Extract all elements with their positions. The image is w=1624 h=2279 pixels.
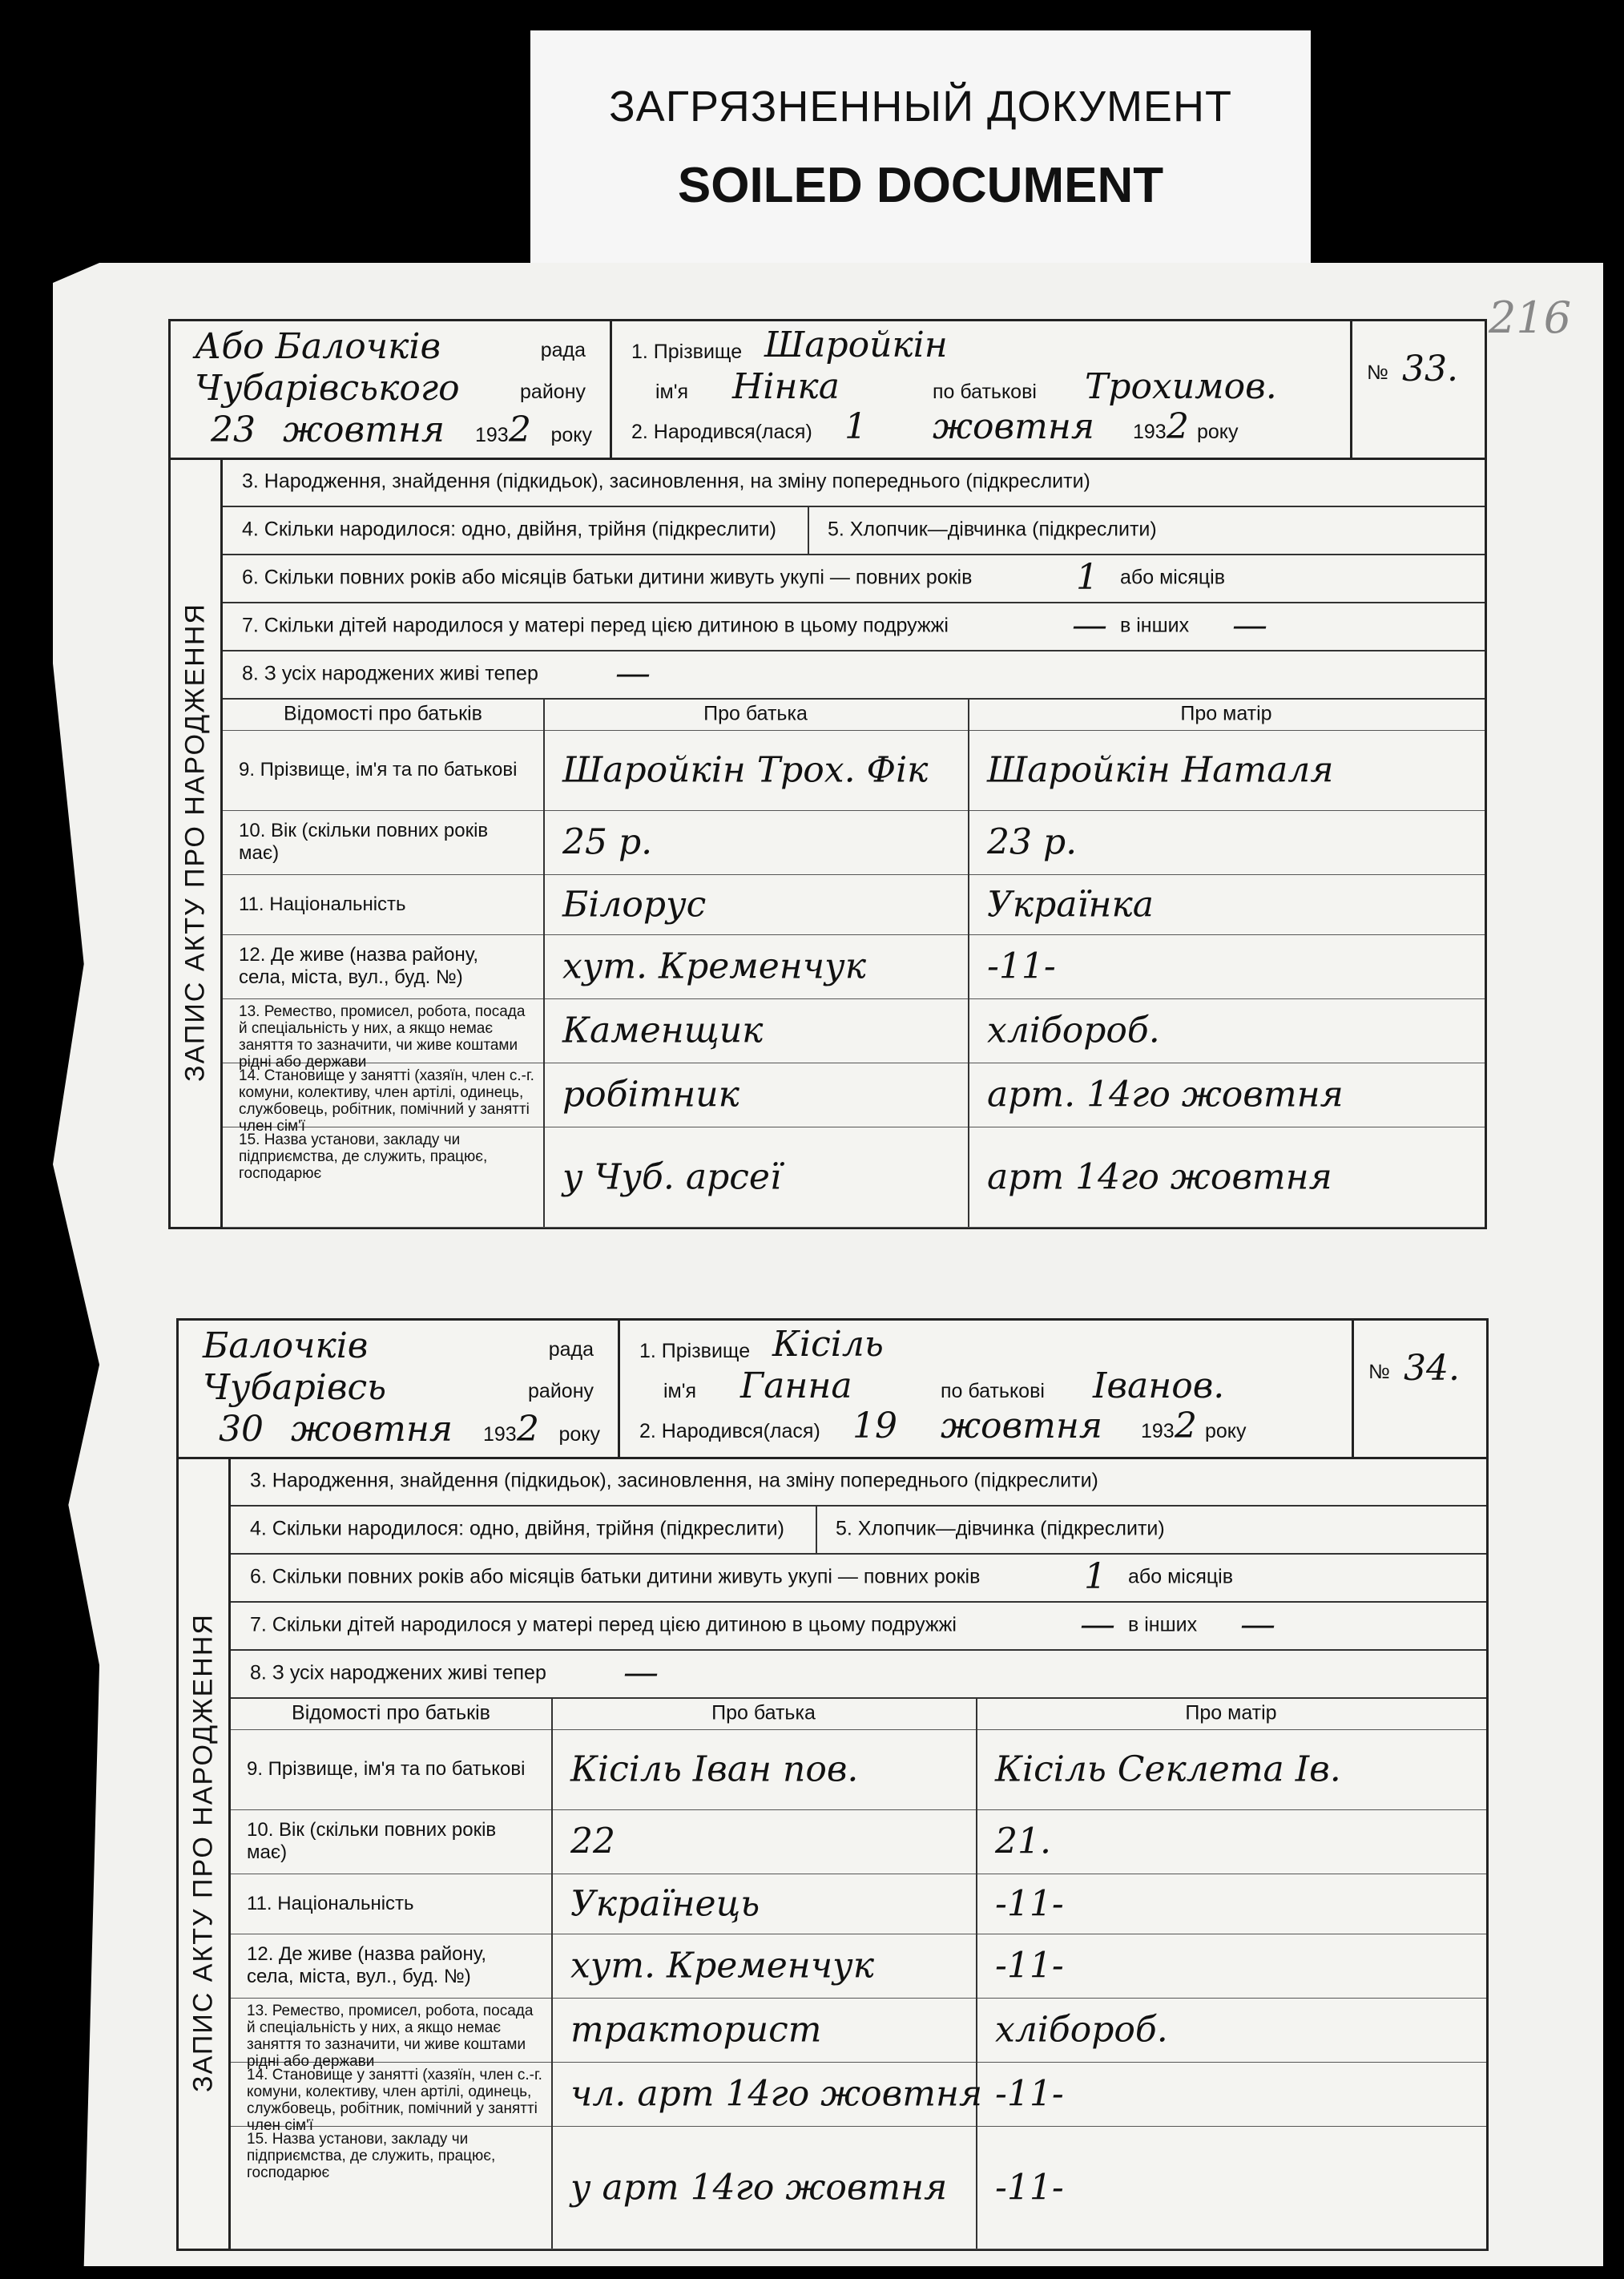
born-year-prefix: 193	[1133, 421, 1167, 443]
born-day: 1	[844, 406, 867, 447]
label-text-col_info: Відомості про батьків	[292, 1701, 490, 1724]
father-header-cell	[543, 698, 969, 731]
child-patronymic: Трохимов.	[1085, 366, 1277, 407]
label-text-r12: 12. Де живе (назва району, села, міста, вул., буд. №)	[247, 1943, 487, 1987]
born-roku-label: року	[1205, 1420, 1247, 1442]
stamp-text-en: SOILED DOCUMENT	[677, 158, 1164, 213]
mother-column-header: Про матір	[1185, 1701, 1277, 1724]
label-text-r11: 11. Національність	[247, 1892, 414, 1914]
father-status: чл. арт 14го жовтня	[570, 2073, 983, 2115]
label-cell-r14	[231, 2062, 553, 2134]
mother-nationality-cell	[968, 874, 1485, 935]
council-name: Балочків	[203, 1325, 369, 1366]
patronymic-label: по батькові	[933, 381, 1037, 403]
q5-label: 5. Хлопчик—дівчинка (підкреслити)	[836, 1517, 1165, 1540]
q7-other-label: в інших	[1120, 614, 1190, 637]
mother-employer: арт 14го жовтня	[987, 1156, 1332, 1197]
q4-label: 4. Скільки народилося: одно, двійня, трійня (підкреслити)	[250, 1517, 784, 1540]
registration-year: 2	[517, 1409, 539, 1450]
mother-name: Кісіль Секлета Ів.	[995, 1749, 1341, 1790]
label-cell-r15	[231, 2126, 553, 2249]
label-text-r9: 9. Прізвище, ім'я та по батькові	[247, 1758, 526, 1780]
name-label: ім'я	[655, 381, 689, 403]
soiled-document-stamp	[530, 30, 1311, 285]
born-roku-label: року	[1197, 421, 1239, 443]
father-occupation-cell	[551, 1998, 977, 2063]
father-nationality: Українець	[570, 1883, 760, 1924]
roku-label: року	[558, 1423, 600, 1446]
child-name: Ганна	[740, 1365, 852, 1406]
label-text-r13: 13. Ремество, промисел, робота, посада й спеціальність у них, а якщо немає заняття то зазначити, чи живе коштами рідні або держави	[239, 1003, 526, 1071]
record-sidebar	[179, 1457, 231, 2249]
q7-value: —	[1080, 1604, 1115, 1645]
father-employer-cell	[543, 1127, 969, 1228]
registration-header	[171, 321, 612, 460]
born-year: 2	[1167, 406, 1189, 447]
registration-year: 2	[509, 409, 531, 450]
mother-header-cell	[968, 698, 1485, 731]
father-employer: у Чуб. арсеї	[562, 1156, 782, 1197]
father-header-cell	[551, 1697, 977, 1730]
q7-row	[231, 1601, 1486, 1651]
record-sidebar	[171, 458, 223, 1227]
mother-occupation: хлібороб.	[995, 2009, 1168, 2051]
born-month: жовтня	[933, 406, 1094, 447]
parents-table	[231, 1697, 1486, 2249]
mother-residence-cell	[968, 934, 1485, 999]
father-age: 25 р.	[562, 821, 653, 863]
registration-month: жовтня	[283, 409, 445, 450]
mother-age: 23 р.	[987, 821, 1078, 863]
father-residence: хут. Кременчук	[562, 946, 866, 987]
mother-nationality: Українка	[987, 884, 1155, 925]
father-age: 22	[570, 1821, 615, 1862]
born-month: жовтня	[941, 1406, 1102, 1446]
mother-name-cell	[976, 1729, 1486, 1810]
header-info-cell	[231, 1697, 553, 1730]
father-status-cell	[551, 2062, 983, 2127]
district-name: Чубарівсь	[203, 1367, 387, 1408]
mother-occupation-cell	[968, 998, 1485, 1063]
mother-nationality-cell	[976, 1874, 1486, 1934]
label-text-r14: 14. Становище у занятті (хазяїн, член с.-г. комуни, колективу, член артілі, одинець, службовець, робітник, помічний у занятті член сім'ї	[239, 1067, 534, 1135]
header-info-cell	[223, 698, 545, 731]
number-label: №	[1367, 361, 1388, 384]
registration-month: жовтня	[291, 1409, 453, 1450]
q7-other: —	[1232, 605, 1267, 646]
q6-row	[223, 554, 1485, 603]
father-nationality-cell	[551, 1874, 977, 1934]
roku-label: року	[550, 424, 592, 446]
rada-label: рада	[540, 339, 586, 361]
q7-value: —	[1072, 605, 1107, 646]
year-prefix: 193	[483, 1423, 517, 1446]
mother-nationality: -11-	[995, 1883, 1064, 1924]
q5-label: 5. Хлопчик—дівчинка (підкреслити)	[828, 518, 1157, 541]
label-text-r12: 12. Де живе (назва району, села, міста, вул., буд. №)	[239, 944, 479, 988]
father-age-cell	[543, 810, 969, 875]
council-name: Або Балочків	[195, 326, 441, 367]
father-column-header: Про батька	[703, 702, 808, 725]
label-cell-r13	[223, 998, 545, 1071]
child-surname: Шаройкін	[764, 325, 948, 365]
father-occupation: тракторист	[570, 2009, 822, 2051]
q6-months-label: або місяців	[1128, 1565, 1234, 1588]
q6-months-label: або місяців	[1120, 566, 1226, 589]
mother-status-cell	[968, 1063, 1485, 1127]
label-text-r10: 10. Вік (скільки повних років має)	[239, 820, 489, 864]
registration-day: 23	[211, 409, 256, 450]
label-text-r9: 9. Прізвище, ім'я та по батькові	[239, 759, 518, 781]
stamp-text-ru: ЗАГРЯЗНЕННЫЙ ДОКУМЕНТ	[609, 83, 1232, 131]
q3-label: 3. Народження, знайдення (підкидьок), засиновлення, на зміну попереднього (підкреслити)	[242, 470, 1090, 493]
mother-residence: -11-	[987, 946, 1056, 987]
mother-name-cell	[968, 730, 1485, 811]
q3-label: 3. Народження, знайдення (підкидьок), засиновлення, на зміну попереднього (підкреслити)	[250, 1469, 1098, 1492]
father-status-cell	[543, 1063, 969, 1127]
mother-age-cell	[976, 1809, 1486, 1874]
q7-label: 7. Скільки дітей народилося у матері перед цією дитиною в цьому подружжі	[250, 1613, 957, 1636]
label-text-r11: 11. Національність	[239, 893, 406, 915]
q6-label: 6. Скільки повних років або місяців батьки дитини живуть укупі — повних років	[242, 566, 973, 589]
raion-label: району	[520, 381, 586, 403]
mother-employer: -11-	[995, 2167, 1064, 2208]
record-number: 34.	[1404, 1348, 1460, 1389]
sidebar-title: ЗАПИС АКТУ ПРО НАРОДЖЕННЯ	[179, 603, 211, 1082]
label-text-r14: 14. Становище у занятті (хазяїн, член с.-г. комуни, колективу, член артілі, одинець, службовець, робітник, помічний у занятті член сім'ї	[247, 2067, 542, 2134]
q4-label: 4. Скільки народилося: одно, двійня, трійня (підкреслити)	[242, 518, 776, 541]
label-cell-r14	[223, 1063, 545, 1135]
child-surname: Кісіль	[772, 1324, 884, 1365]
label-cell-r13	[231, 1998, 553, 2070]
father-name-cell	[551, 1729, 977, 1810]
mother-age: 21.	[995, 1821, 1051, 1862]
patronymic-label: по батькові	[941, 1380, 1045, 1402]
q8-value: —	[615, 653, 651, 694]
q7-row	[223, 602, 1485, 651]
sidebar-title: ЗАПИС АКТУ ПРО НАРОДЖЕННЯ	[187, 1613, 219, 2092]
label-text-r15: 15. Назва установи, закладу чи підприємства, де служить, працює, господарює	[239, 1131, 488, 1182]
birth-record-34	[176, 1318, 1489, 2251]
child-header	[612, 321, 1350, 460]
born-year: 2	[1175, 1406, 1197, 1446]
record-number-box	[1352, 1321, 1486, 1459]
mother-name: Шаройкін Наталя	[987, 749, 1334, 791]
q7-label: 7. Скільки дітей народилося у матері перед цією дитиною в цьому подружжі	[242, 614, 949, 637]
q4-q5-row	[231, 1505, 1486, 1555]
record-number: 33.	[1402, 349, 1458, 389]
surname-label: 1. Прізвище	[631, 341, 743, 363]
label-cell-r9	[223, 730, 545, 811]
parents-table	[223, 698, 1485, 1227]
district-name: Чубарівського	[195, 368, 460, 409]
label-text-col_info: Відомості про батьків	[284, 702, 482, 725]
label-cell-r11	[223, 874, 545, 935]
q6-label: 6. Скільки повних років або місяців батьки дитини живуть укупі — повних років	[250, 1565, 981, 1588]
father-employer: у арт 14го жовтня	[570, 2167, 948, 2208]
mother-residence-cell	[976, 1934, 1486, 1999]
child-name: Нінка	[732, 366, 840, 407]
father-status: робітник	[562, 1074, 739, 1115]
q3-row	[223, 458, 1485, 507]
father-residence-cell	[543, 934, 969, 999]
father-age-cell	[551, 1809, 977, 1874]
born-year-prefix: 193	[1141, 1420, 1175, 1442]
q3-row	[231, 1457, 1486, 1507]
surname-label: 1. Прізвище	[639, 1340, 751, 1362]
label-text-r13: 13. Ремество, промисел, робота, посада й спеціальність у них, а якщо немає заняття то зазначити, чи живе коштами рідні або держави	[247, 2003, 534, 2070]
father-name: Шаройкін Трох. Фік	[562, 749, 929, 791]
label-cell-r11	[231, 1874, 553, 1934]
child-header	[620, 1321, 1352, 1459]
mother-occupation: хлібороб.	[987, 1010, 1160, 1051]
q8-label: 8. З усіх народжених живі тепер	[250, 1661, 546, 1684]
father-residence-cell	[551, 1934, 977, 1999]
q6-row	[231, 1553, 1486, 1603]
mother-header-cell	[976, 1697, 1486, 1730]
label-cell-r10	[231, 1809, 553, 1874]
q6-years: 1	[1076, 557, 1098, 598]
mother-residence: -11-	[995, 1945, 1064, 1987]
q8-row	[231, 1649, 1486, 1699]
mother-employer-cell	[968, 1127, 1485, 1228]
label-text-r15: 15. Назва установи, закладу чи підприємства, де служить, працює, господарює	[247, 2131, 496, 2181]
mother-status: арт. 14го жовтня	[987, 1074, 1344, 1115]
q7-other: —	[1240, 1604, 1275, 1645]
father-name: Кісіль Іван пов.	[570, 1749, 859, 1790]
registration-header	[179, 1321, 620, 1459]
label-cell-r10	[223, 810, 545, 875]
label-cell-r9	[231, 1729, 553, 1810]
born-day: 19	[852, 1406, 897, 1446]
label-cell-r15	[223, 1127, 545, 1228]
child-patronymic: Іванов.	[1093, 1365, 1225, 1406]
born-label: 2. Народився(лася)	[631, 421, 812, 443]
raion-label: району	[528, 1380, 594, 1402]
mother-employer-cell	[976, 2126, 1486, 2249]
record-number-box	[1350, 321, 1485, 460]
q8-value: —	[623, 1652, 659, 1693]
label-text-r10: 10. Вік (скільки повних років має)	[247, 1819, 497, 1863]
mother-occupation-cell	[976, 1998, 1486, 2063]
born-label: 2. Народився(лася)	[639, 1420, 820, 1442]
q8-row	[223, 650, 1485, 700]
q6-years: 1	[1084, 1556, 1106, 1597]
birth-record-33	[168, 319, 1487, 1229]
father-occupation-cell	[543, 998, 969, 1063]
father-nationality: Білорус	[562, 884, 707, 925]
registration-day: 30	[219, 1409, 264, 1450]
mother-status: -11-	[995, 2073, 1064, 2115]
rada-label: рада	[548, 1338, 594, 1361]
father-name-cell	[543, 730, 969, 811]
year-prefix: 193	[475, 424, 509, 446]
father-residence: хут. Кременчук	[570, 1945, 874, 1987]
mother-status-cell	[976, 2062, 1486, 2127]
father-occupation: Каменщик	[562, 1010, 764, 1051]
name-label: ім'я	[663, 1380, 697, 1402]
label-cell-r12	[223, 934, 545, 999]
number-label: №	[1368, 1361, 1390, 1383]
label-cell-r12	[231, 1934, 553, 1999]
q4-q5-row	[223, 506, 1485, 555]
mother-column-header: Про матір	[1180, 702, 1272, 725]
q7-other-label: в інших	[1128, 1613, 1198, 1636]
page-number: 216	[1489, 292, 1572, 343]
mother-age-cell	[968, 810, 1485, 875]
father-nationality-cell	[543, 874, 969, 935]
father-column-header: Про батька	[711, 1701, 816, 1724]
father-employer-cell	[551, 2126, 977, 2249]
q8-label: 8. З усіх народжених живі тепер	[242, 662, 538, 685]
